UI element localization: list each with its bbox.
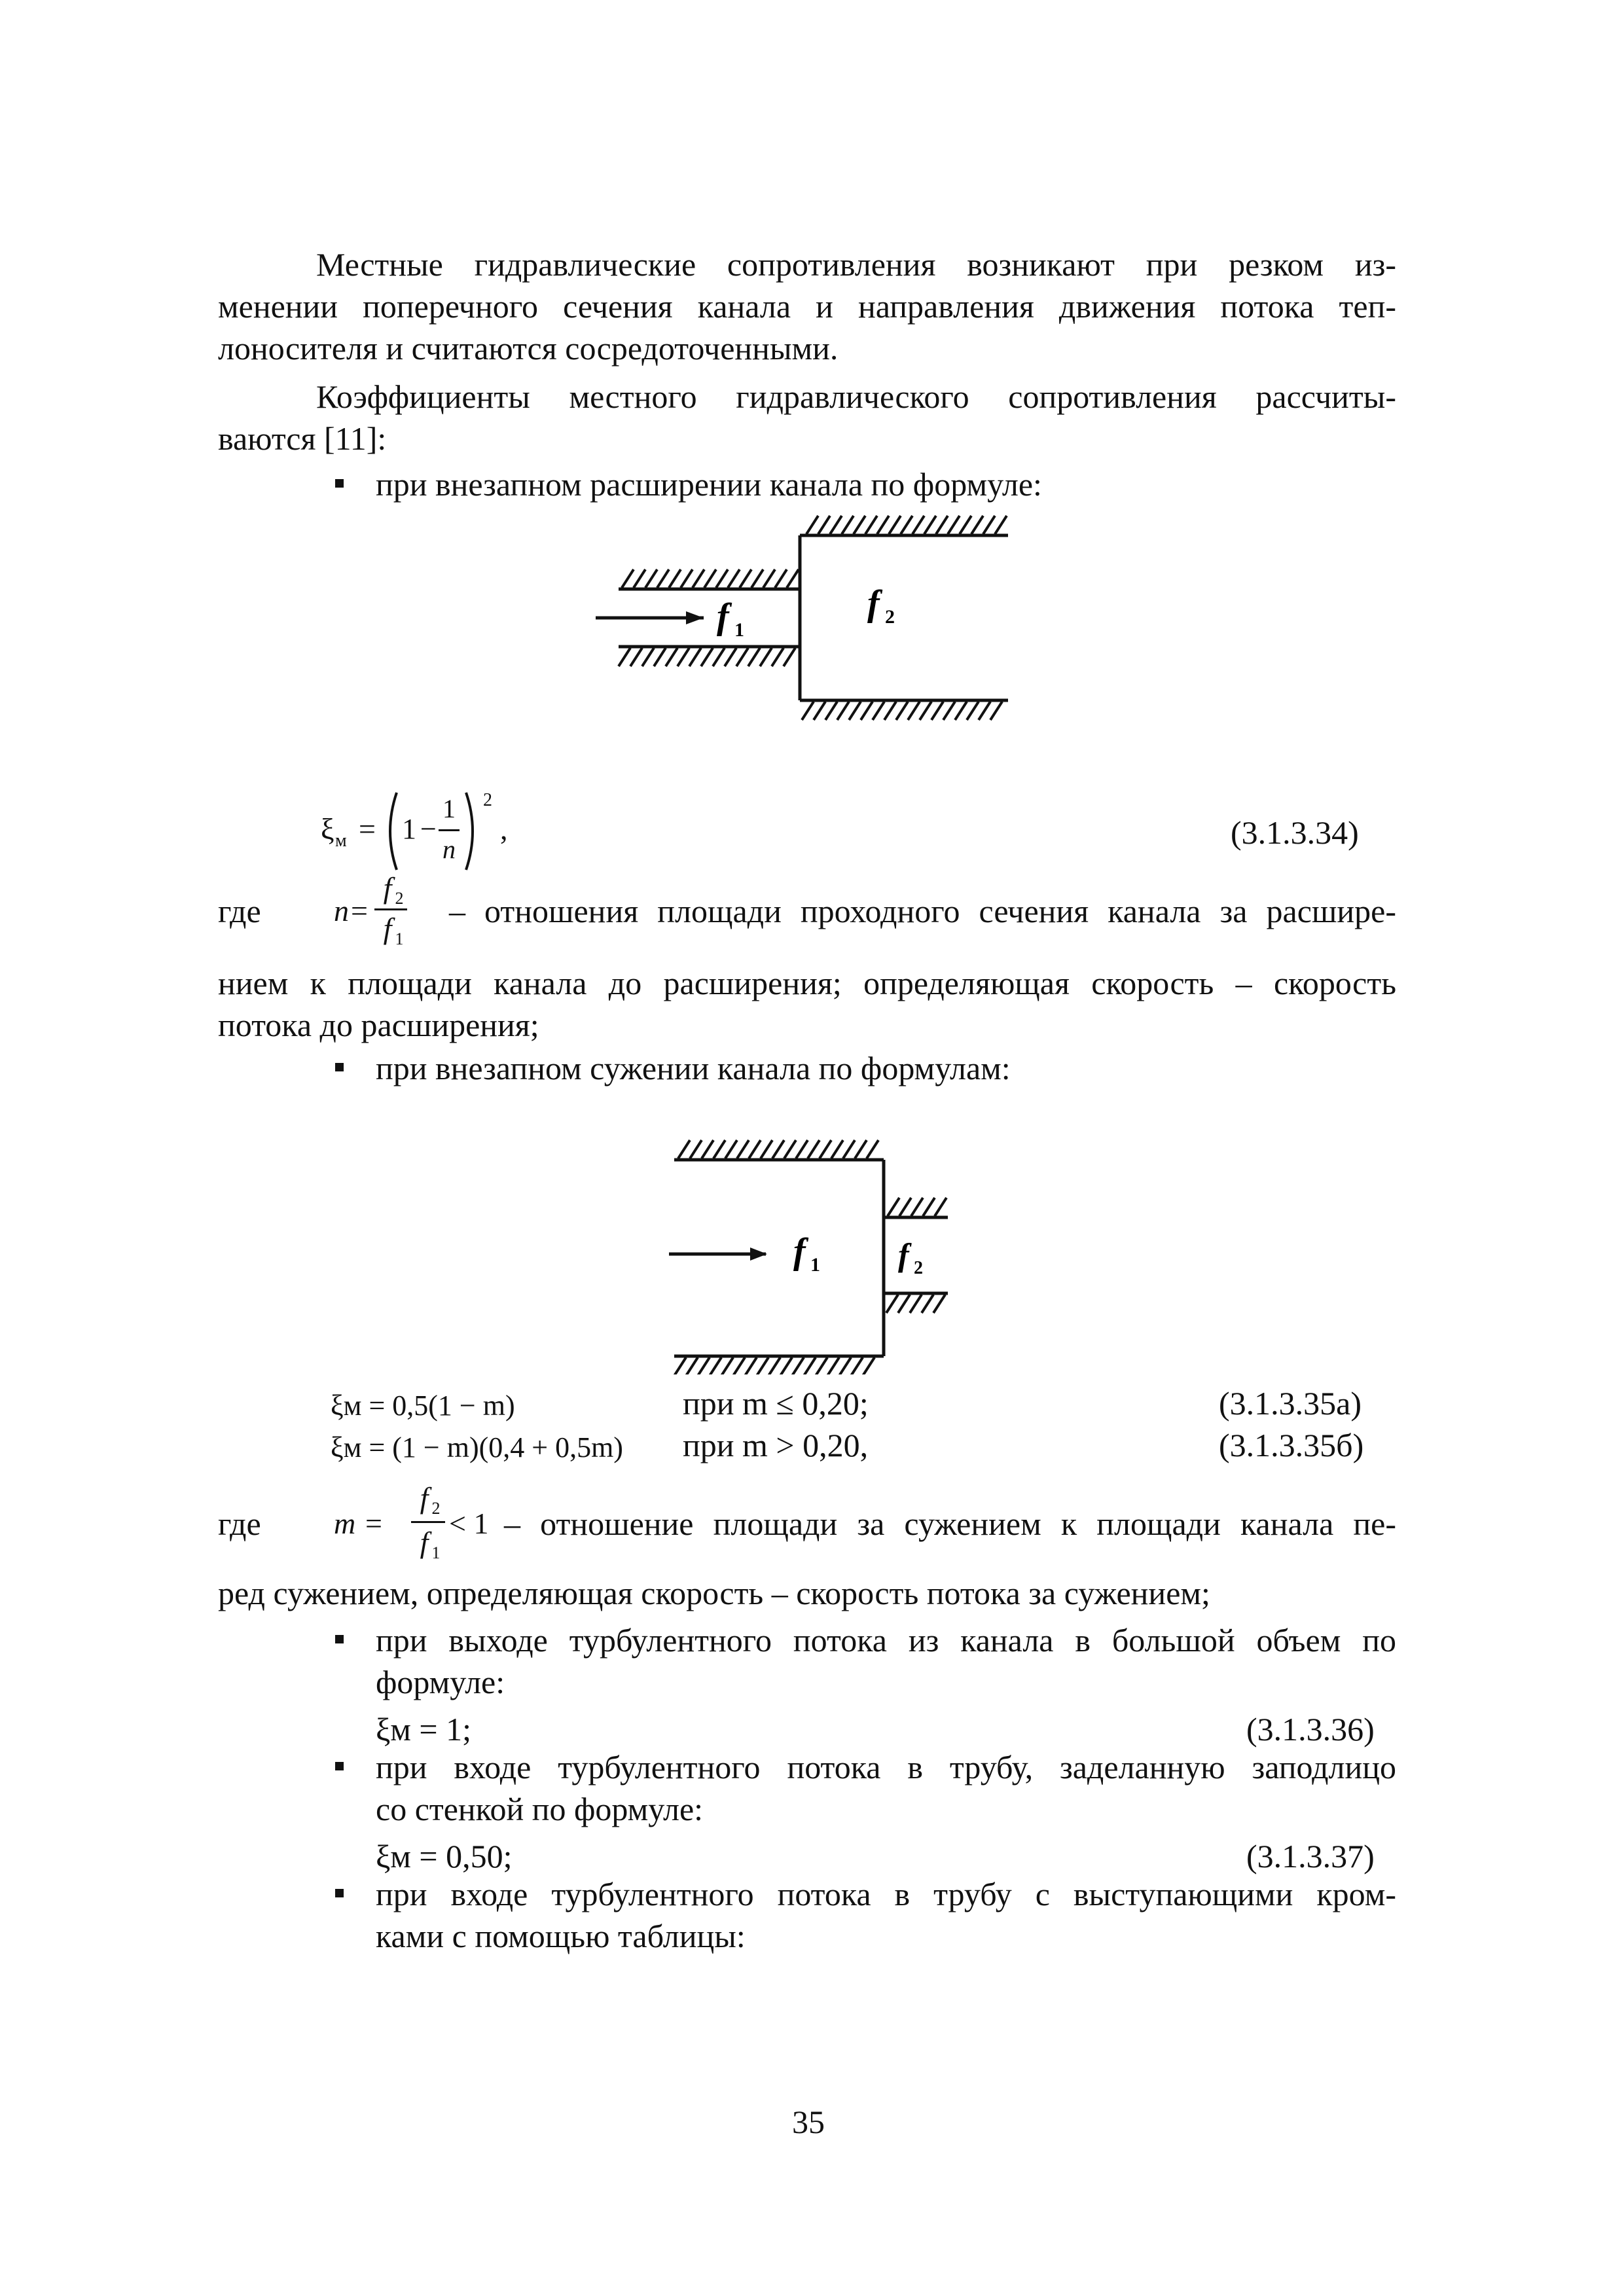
equation-35b-number: (3.1.3.35б) (1219, 1427, 1364, 1463)
where-word-2: где (218, 1505, 261, 1542)
equation-35a-formula: ξм = 0,5(1 − m) (331, 1390, 515, 1422)
label-f2-subscript: 2 (885, 606, 895, 628)
bullet-3-line-1: при выходе турбулентного потока из канала в большой объем по (376, 1622, 1396, 1659)
fraction-bar (374, 908, 407, 910)
fraction-numerator: 1 (442, 794, 456, 823)
equation-37-number: (3.1.3.37) (1246, 1838, 1375, 1874)
equation-36-number: (3.1.3.36) (1246, 1711, 1375, 1748)
numerator-subscript: 2 (395, 889, 404, 908)
bullet-2-text: при внезапном сужении канала по формулам: (376, 1050, 1011, 1086)
bullet-1-text: при внезапном расширении канала по формуле: (376, 466, 1042, 503)
equation-35b-condition: при m > 0,20, (683, 1427, 869, 1463)
bullet-3-line-2: формуле: (376, 1664, 505, 1700)
m-symbol: m (334, 1507, 356, 1540)
bullet-marker (335, 1762, 344, 1770)
bullet-marker (335, 1889, 344, 1897)
one: 1 (402, 813, 416, 845)
paragraph-1-line-3: лоносителя и считаются сосредоточенными. (218, 330, 839, 367)
paragraph-2-line-2: ваются [11]: (218, 420, 387, 457)
bullet-marker (335, 479, 344, 488)
where-1-text: – отношения площади проходного сечения канала за расшире- (449, 893, 1396, 929)
label-f2: f (898, 1236, 909, 1273)
fraction-bar (411, 1521, 445, 1523)
right-paren (462, 789, 482, 874)
less-than-one: < 1 (449, 1507, 489, 1540)
equals-sign: = (359, 812, 376, 846)
label-f2: f (867, 583, 880, 624)
bullet-marker (335, 1063, 344, 1071)
paragraph-4: ред сужением, определяющая скорость – скорость потока за сужением; (218, 1575, 1210, 1611)
label-f1: f (793, 1231, 806, 1272)
paragraph-2-line-1: Коэффициенты местного гидравлического сопротивления рассчиты- (316, 378, 1396, 415)
n-symbol: n (334, 894, 349, 927)
equation-number-34: (3.1.3.34) (1231, 814, 1359, 851)
denominator-f: f (383, 912, 392, 945)
equation-35a-condition: при m ≤ 0,20; (683, 1385, 869, 1422)
sudden-expansion-diagram (589, 504, 1047, 740)
where-word-1: где (218, 893, 261, 929)
flow-arrow-head (686, 611, 704, 624)
equation-34 (321, 789, 596, 874)
bullet-4-line-1: при входе турбулентного потока в трубу, заделанную заподлицо (376, 1749, 1396, 1785)
equation-37-formula: ξм = 0,50; (376, 1838, 513, 1874)
left-paren (381, 789, 401, 874)
n-definition (334, 869, 452, 954)
flow-arrow-head (750, 1247, 767, 1261)
numerator-f: f (420, 1481, 429, 1515)
paragraph-1-line-2: менении поперечного сечения канала и направления движения потока теп- (218, 288, 1396, 325)
xi-subscript: м (335, 831, 347, 851)
label-f2-subscript: 2 (914, 1258, 923, 1278)
denominator-subscript: 1 (395, 929, 404, 948)
label-f1-subscript: 1 (810, 1254, 820, 1276)
numerator-f: f (383, 871, 392, 905)
equation-35b-formula: ξм = (1 − m)(0,4 + 0,5m) (331, 1431, 623, 1463)
sudden-contraction-diagram (655, 1126, 1021, 1374)
equals-sign: = (351, 894, 368, 927)
denominator-subscript: 1 (431, 1543, 441, 1562)
equation-35a-number: (3.1.3.35а) (1219, 1385, 1362, 1422)
label-f1-subscript: 1 (734, 619, 744, 641)
equals-sign: = (365, 1507, 382, 1540)
xi-symbol: ξ (321, 812, 334, 846)
paragraph-3-line-2: потока до расширения; (218, 1007, 539, 1043)
numerator-subscript: 2 (431, 1499, 441, 1518)
where-2-text: – отношение площади за сужением к площади канала пе- (504, 1505, 1396, 1542)
bullet-4-line-2: со стенкой по формуле: (376, 1791, 704, 1827)
bullet-5-line-1: при входе турбулентного потока в трубу с выступающими кром- (376, 1876, 1396, 1912)
fraction-bar (439, 829, 460, 831)
label-f1: f (717, 596, 729, 637)
page-number: 35 (792, 2104, 825, 2140)
bullet-marker (335, 1635, 344, 1643)
comma: , (500, 812, 508, 846)
equation-36-formula: ξм = 1; (376, 1711, 472, 1748)
paragraph-3-line-1: нием к площади канала до расширения; определяющая скорость – скорость (218, 965, 1396, 1001)
power: 2 (483, 790, 492, 810)
paragraph-1-line-1: Местные гидравлические сопротивления возникают при резком из- (316, 246, 1396, 283)
denominator-f: f (420, 1526, 429, 1559)
minus-sign: − (420, 813, 437, 845)
fraction-denominator: n (442, 834, 456, 864)
bullet-5-line-2: ками с помощью таблицы: (376, 1918, 746, 1954)
